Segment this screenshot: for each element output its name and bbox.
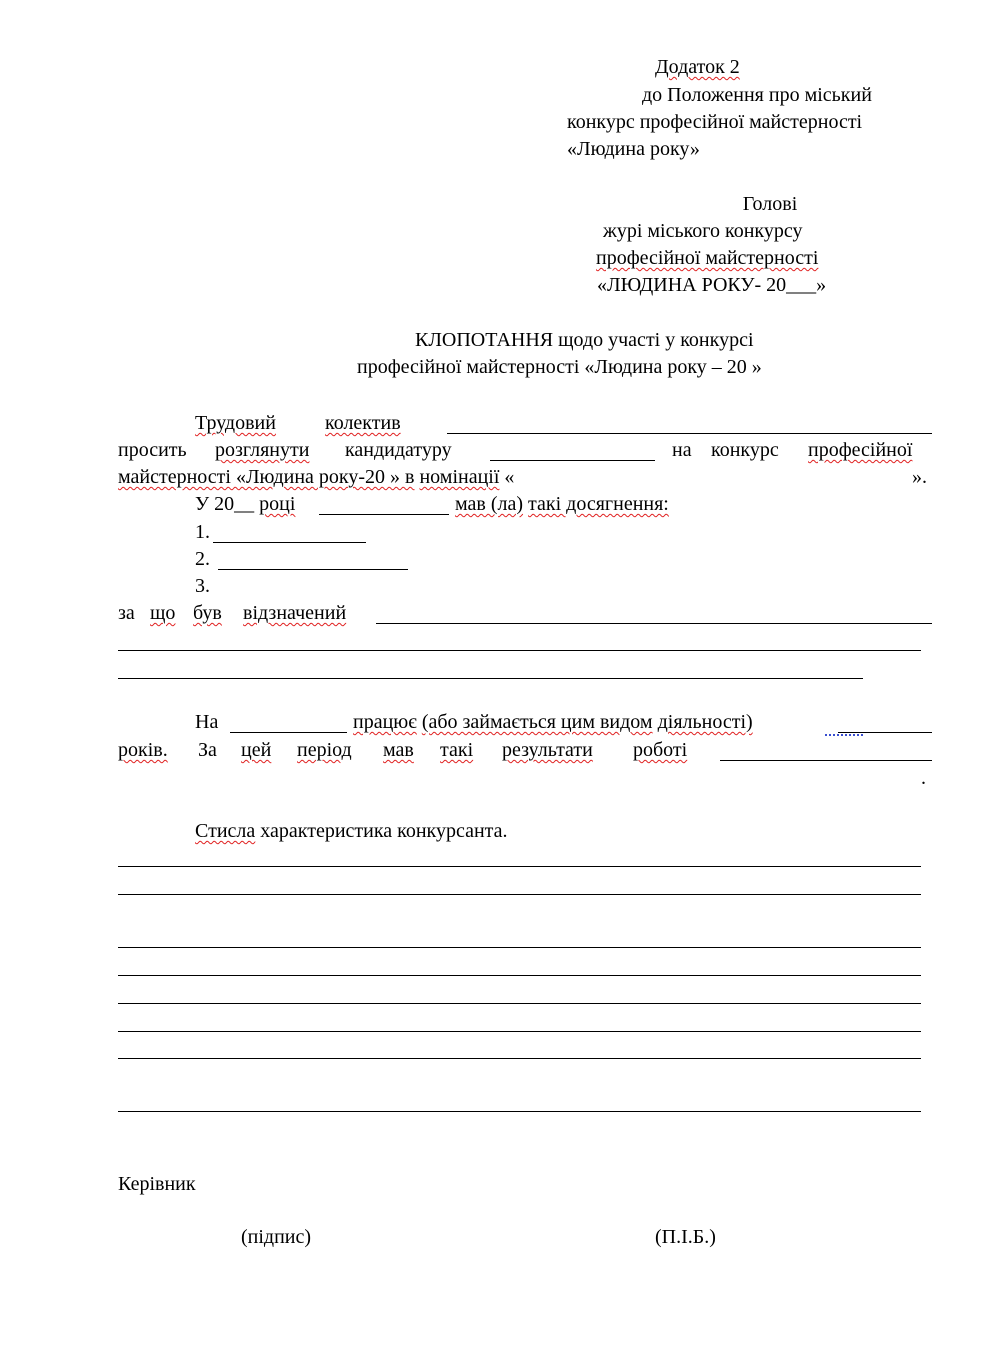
achievement-blank-2 bbox=[218, 569, 408, 570]
awarded-blank-2 bbox=[118, 650, 921, 651]
characteristic-line-3 bbox=[118, 947, 921, 948]
awarded-blank bbox=[376, 623, 932, 624]
work-za: За bbox=[198, 739, 217, 761]
characteristic-line-8 bbox=[118, 1111, 921, 1112]
characteristic-line-2 bbox=[118, 894, 921, 895]
achievement-item-3: 3. bbox=[195, 575, 210, 597]
appendix-contest-name: «Людина року» bbox=[567, 138, 700, 160]
word-konkurs: конкурс bbox=[711, 439, 779, 461]
work-tsei: цей bbox=[241, 739, 272, 761]
year-line: У 20__ році bbox=[195, 493, 296, 515]
characteristic-line-6 bbox=[118, 1031, 921, 1032]
addressee-contest: професійної майстерності bbox=[596, 247, 819, 269]
word-shcho: що bbox=[150, 602, 176, 624]
work-rokiv: років. bbox=[118, 739, 168, 761]
candidate-blank bbox=[490, 460, 655, 461]
nomination-end: ». bbox=[912, 466, 927, 488]
addressee-head: Голові bbox=[742, 193, 798, 215]
awarded-blank-3 bbox=[118, 678, 863, 679]
work-years-blank bbox=[230, 732, 347, 733]
grammar-mark bbox=[825, 730, 863, 736]
characteristic-line-7 bbox=[118, 1058, 921, 1059]
word-kandydaturu: кандидатуру bbox=[345, 439, 452, 461]
word-prosyt: просить bbox=[118, 439, 187, 461]
work-results-blank bbox=[720, 760, 932, 761]
appendix-contest-line: конкурс професійної майстерності bbox=[567, 111, 863, 133]
work-activity: працює (або займається цим видом діяльності) bbox=[353, 711, 753, 733]
addressee-contest-name: «ЛЮДИНА РОКУ- 20___» bbox=[597, 274, 827, 296]
word-vidznachenyi: відзначений bbox=[243, 602, 347, 624]
work-mav: мав bbox=[383, 739, 414, 761]
work-dot: . bbox=[921, 767, 926, 789]
word-kolektyv: колектив bbox=[325, 412, 401, 434]
petition-title: КЛОПОТАННЯ щодо участі у конкурсі bbox=[415, 329, 754, 351]
work-taki: такі bbox=[440, 739, 474, 761]
full-name-label: (П.І.Б.) bbox=[655, 1226, 716, 1248]
word-na: на bbox=[672, 439, 692, 461]
work-rezultaty: результати bbox=[502, 739, 593, 761]
achievements-label: мав (ла) такі досягнення: bbox=[455, 493, 669, 515]
signature-label: (підпис) bbox=[241, 1226, 312, 1248]
word-rozghlianuty: розглянути bbox=[215, 439, 310, 461]
word-trudovyi: Трудовий bbox=[195, 412, 276, 434]
head-label: Керівник bbox=[118, 1173, 196, 1195]
nomination-line: майстерності «Людина року-20 » в номінації « bbox=[118, 466, 515, 488]
work-period: період bbox=[297, 739, 352, 761]
work-na: На bbox=[195, 711, 219, 733]
collective-blank bbox=[447, 433, 932, 434]
characteristic-line-4 bbox=[118, 975, 921, 976]
characteristic-line-5 bbox=[118, 1003, 921, 1004]
achievement-blank-1 bbox=[213, 542, 366, 543]
petition-subtitle: професійної майстерності «Людина року – 20 » bbox=[357, 356, 762, 378]
work-roboty: роботі bbox=[633, 739, 688, 761]
appendix-ref-line: до Положення про міський bbox=[642, 84, 872, 106]
word-za: за bbox=[118, 602, 135, 624]
word-profesiinoi: професійної bbox=[808, 439, 913, 461]
achievement-item-1: 1. bbox=[195, 521, 210, 543]
characteristic-label: Стисла характеристика конкурсанта. bbox=[195, 820, 508, 842]
year-blank bbox=[319, 514, 449, 515]
characteristic-line-1 bbox=[118, 866, 921, 867]
appendix-number: Додаток 2 bbox=[655, 56, 740, 78]
word-buv: був bbox=[193, 602, 222, 624]
addressee-jury: журі міського конкурсу bbox=[603, 220, 803, 242]
achievement-item-2: 2. bbox=[195, 548, 210, 570]
